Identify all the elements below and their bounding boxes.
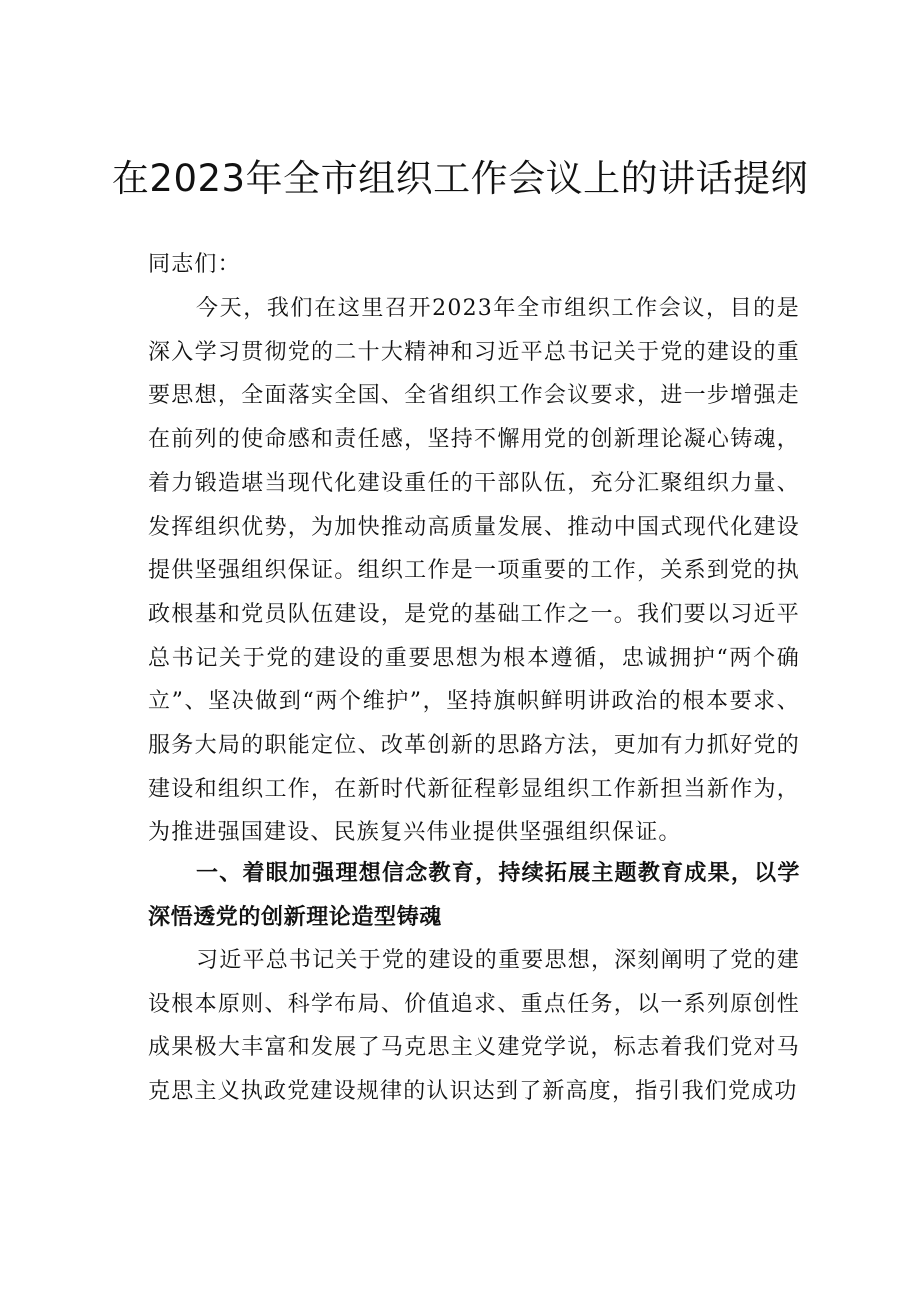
opening-paragraph: 今天，我们在这里召开2023年全市组织工作会议，目的是深入学习贯彻党的二十大精神和习近平总书记关于党的建设的重要思想，全面落实全国、全省组织工作会议要求，进一步增强走在前列的使命感和责任感，坚持不懈用党的创新理论凝心铸魂，着力锻造堪当现代化建设重任的干部队伍，充分汇聚组织力量、发挥组织优势，为加快推动高质量发展、推动中国式现代化建设提供坚强组织保证。组织工作是一项重要的工作，关系到党的执政根基和党员队伍建设，是党的基础工作之一。我们要以习近平总书记关于党的建设的重要思想为根本遵循，忠诚拥护“两个确立”、坚决做到“两个维护”，坚持旗帜鲜明讲政治的根本要求、服务大局的职能定位、改革创新的思路方法，更加有力抓好党的建设和组织工作，在新时代新征程彰显组织工作新担当新作为，为推进强国建设、民族复兴伟业提供坚强组织保证。 — [148, 296, 800, 846]
salutation: 同志们： — [148, 252, 241, 277]
section-1-paragraph: 习近平总书记关于党的建设的重要思想，深刻阐明了党的建设根本原则、科学布局、价值追求、重点任务，以一系列原创性成果极大丰富和发展了马克思主义建党学说，标志着我们党对马克思主义执政党建设规律的认识达到了新高度，指引我们党成功 — [148, 948, 800, 1105]
document-title: 在2023年全市组织工作会议上的讲话提纲 — [111, 157, 809, 200]
section-heading-1: 一、着眼加强理想信念教育，持续拓展主题教育成果，以学深悟透党的创新理论造型铸魂 — [148, 861, 800, 930]
